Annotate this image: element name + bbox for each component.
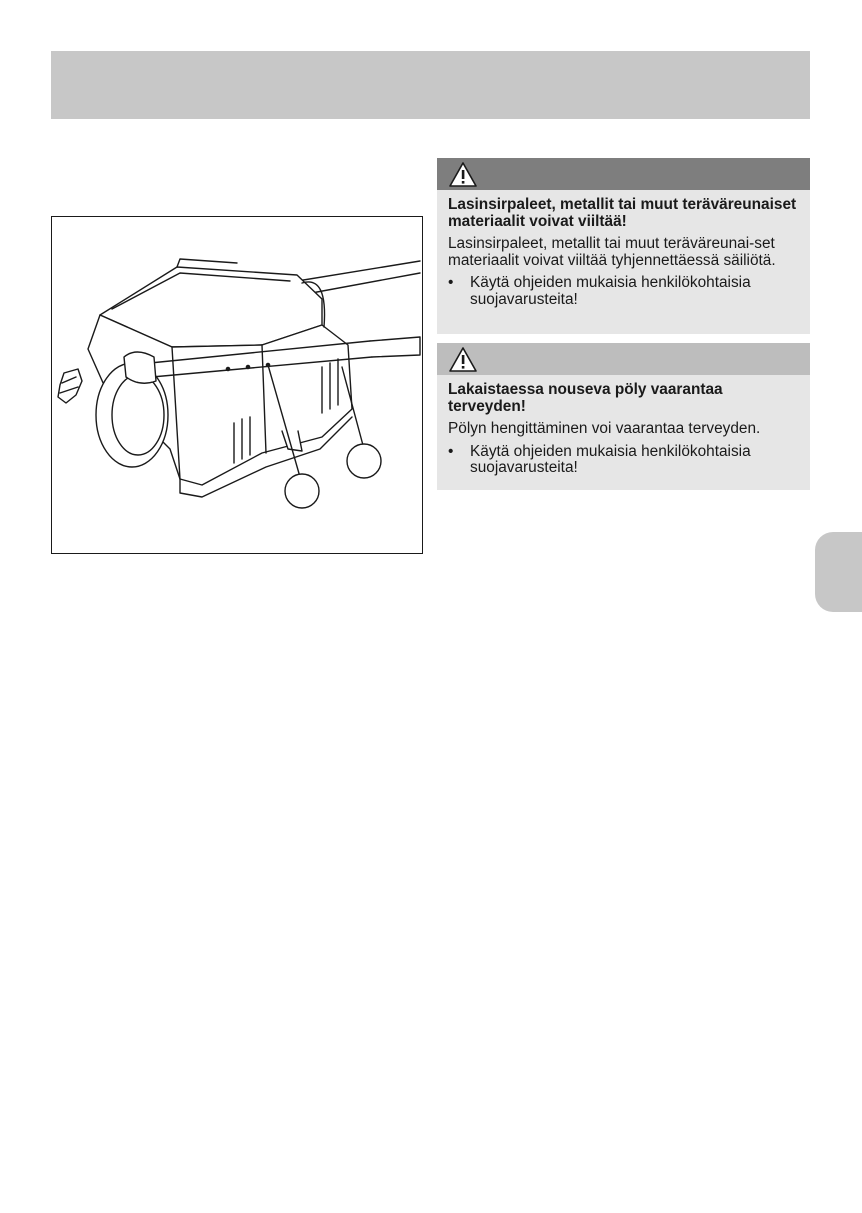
- warning-triangle-icon: [447, 160, 479, 188]
- warning-box-dust: [437, 343, 810, 490]
- chapter-side-tab: [815, 532, 862, 612]
- warning-list: [448, 275, 798, 308]
- callout-circle-1: [285, 474, 319, 508]
- warning-bar: [437, 343, 810, 375]
- upper-handle-line-top: [285, 261, 420, 283]
- warning-triangle-icon: [447, 345, 479, 373]
- warning-text: Pölyn hengittäminen voi vaarantaa terveyden.: [448, 420, 761, 437]
- callout-circle-2: [347, 444, 381, 478]
- list-item: [448, 275, 798, 308]
- list-item-text: Käytä ohjeiden mukaisia henkilökohtaisia suojavarusteita!: [470, 442, 751, 476]
- warning-box-cuts: [437, 158, 810, 334]
- handle-grip: [370, 337, 420, 357]
- sweeper-drawing: [52, 217, 422, 553]
- warning-list: [448, 444, 798, 477]
- list-item-text: Käytä ohjeiden mukaisia henkilökohtaisia suojavarusteita!: [470, 274, 751, 308]
- warning-bar: [437, 158, 810, 190]
- warning-title: Lakaistaessa nouseva pöly vaarantaa terveyden!: [448, 381, 723, 415]
- side-brush: [58, 369, 82, 403]
- warning-title: Lasinsirpaleet, metallit tai muut teräväreunaiset materiaalit voivat viiltää!: [448, 196, 797, 230]
- warning-text: Lasinsirpaleet, metallit tai muut teräväreunai-set materiaalit voivat viiltää tyhjennettäessä säiliötä.: [448, 235, 776, 269]
- header-band: [51, 51, 810, 119]
- sweeper-illustration: [51, 216, 423, 554]
- bullet: •: [448, 442, 454, 460]
- handle-mount: [124, 352, 156, 383]
- bullet: •: [448, 274, 454, 291]
- list-item: [448, 444, 798, 477]
